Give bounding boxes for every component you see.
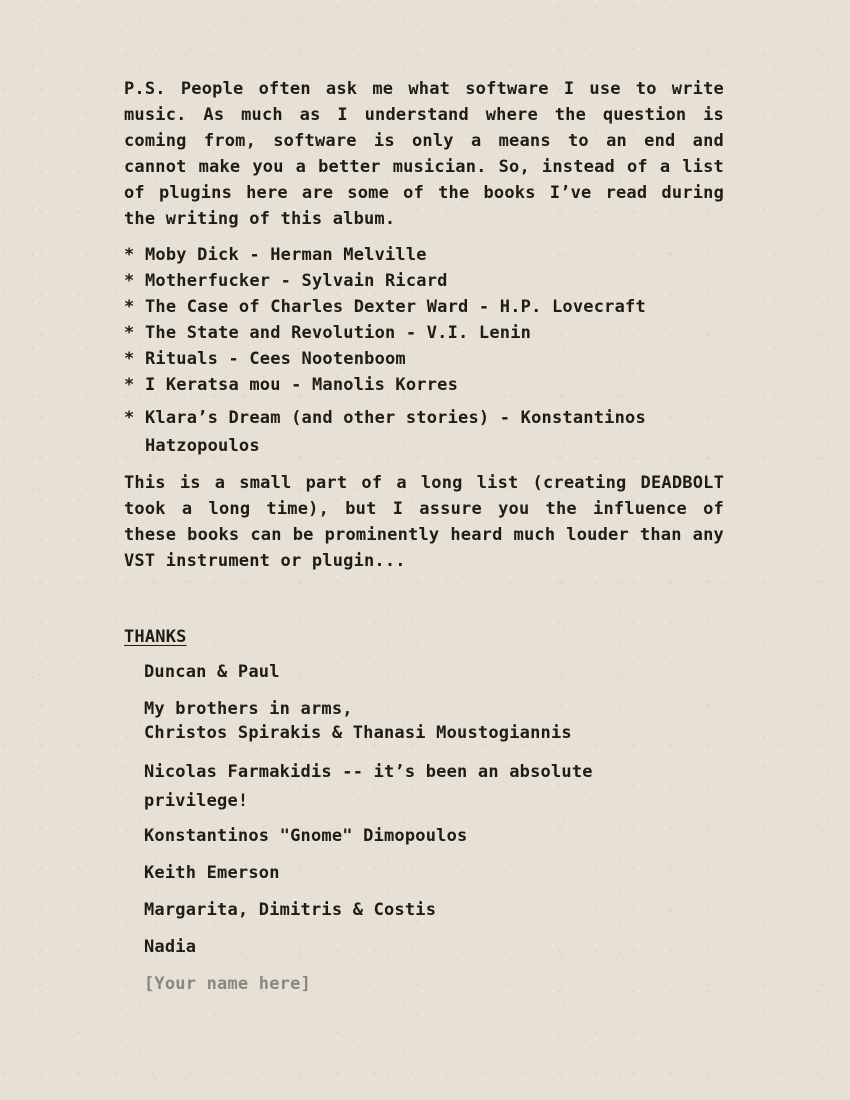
liner-notes <box>124 76 724 1009</box>
thanks-item <box>144 697 724 745</box>
thanks-line: My brothers in arms, <box>144 699 353 719</box>
book-list <box>124 242 724 460</box>
thanks-item: Duncan & Paul <box>144 662 280 682</box>
thanks-placeholder: [Your name here] <box>144 974 311 994</box>
book-title: Klara’s Dream (and other stories) - Konstantinos Hatzopoulos <box>145 408 646 456</box>
book-item <box>124 404 724 460</box>
book-item <box>124 294 724 320</box>
thanks-item: Nicolas Farmakidis -- it’s been an absolute privilege! <box>144 762 593 811</box>
book-item <box>124 346 724 372</box>
bullet-asterisk: * <box>124 408 135 428</box>
thanks-item: Nadia <box>144 937 197 957</box>
thanks-list <box>124 660 724 996</box>
bullet-asterisk: * <box>124 349 135 369</box>
book-title: Rituals - Cees Nootenboom <box>145 349 406 369</box>
thanks-item: Keith Emerson <box>144 863 280 883</box>
book-item <box>124 372 724 398</box>
book-item <box>124 268 724 294</box>
book-item <box>124 242 724 268</box>
thanks-item: Margarita, Dimitris & Costis <box>144 900 437 920</box>
thanks-line: Christos Spirakis & Thanasi Moustogiannis <box>144 723 572 743</box>
outro-paragraph: This is a small part of a long list (creating DEADBOLT took a long time), but I assure you the influence of these books can be prominently heard much louder than any VST instrument or plugin... <box>124 473 724 571</box>
book-item <box>124 320 724 346</box>
book-title: Motherfucker - Sylvain Ricard <box>145 271 448 291</box>
bullet-asterisk: * <box>124 245 135 265</box>
book-title: The State and Revolution - V.I. Lenin <box>145 323 532 343</box>
book-title: The Case of Charles Dexter Ward - H.P. Lovecraft <box>145 297 646 317</box>
book-title: Moby Dick - Herman Melville <box>145 245 427 265</box>
bullet-asterisk: * <box>124 271 135 291</box>
intro-paragraph: P.S. People often ask me what software I use to write music. As much as I understand where the question is coming from, software is only a means to an end and cannot make you a better musician. So, instead of a list of plugins here are some of the books I’ve read during the writing of this album. <box>124 79 724 229</box>
bullet-asterisk: * <box>124 323 135 343</box>
bullet-asterisk: * <box>124 375 135 395</box>
thanks-item: Konstantinos "Gnome" Dimopoulos <box>144 826 468 846</box>
book-title: I Keratsa mou - Manolis Korres <box>145 375 459 395</box>
thanks-heading: THANKS <box>124 627 187 647</box>
bullet-asterisk: * <box>124 297 135 317</box>
